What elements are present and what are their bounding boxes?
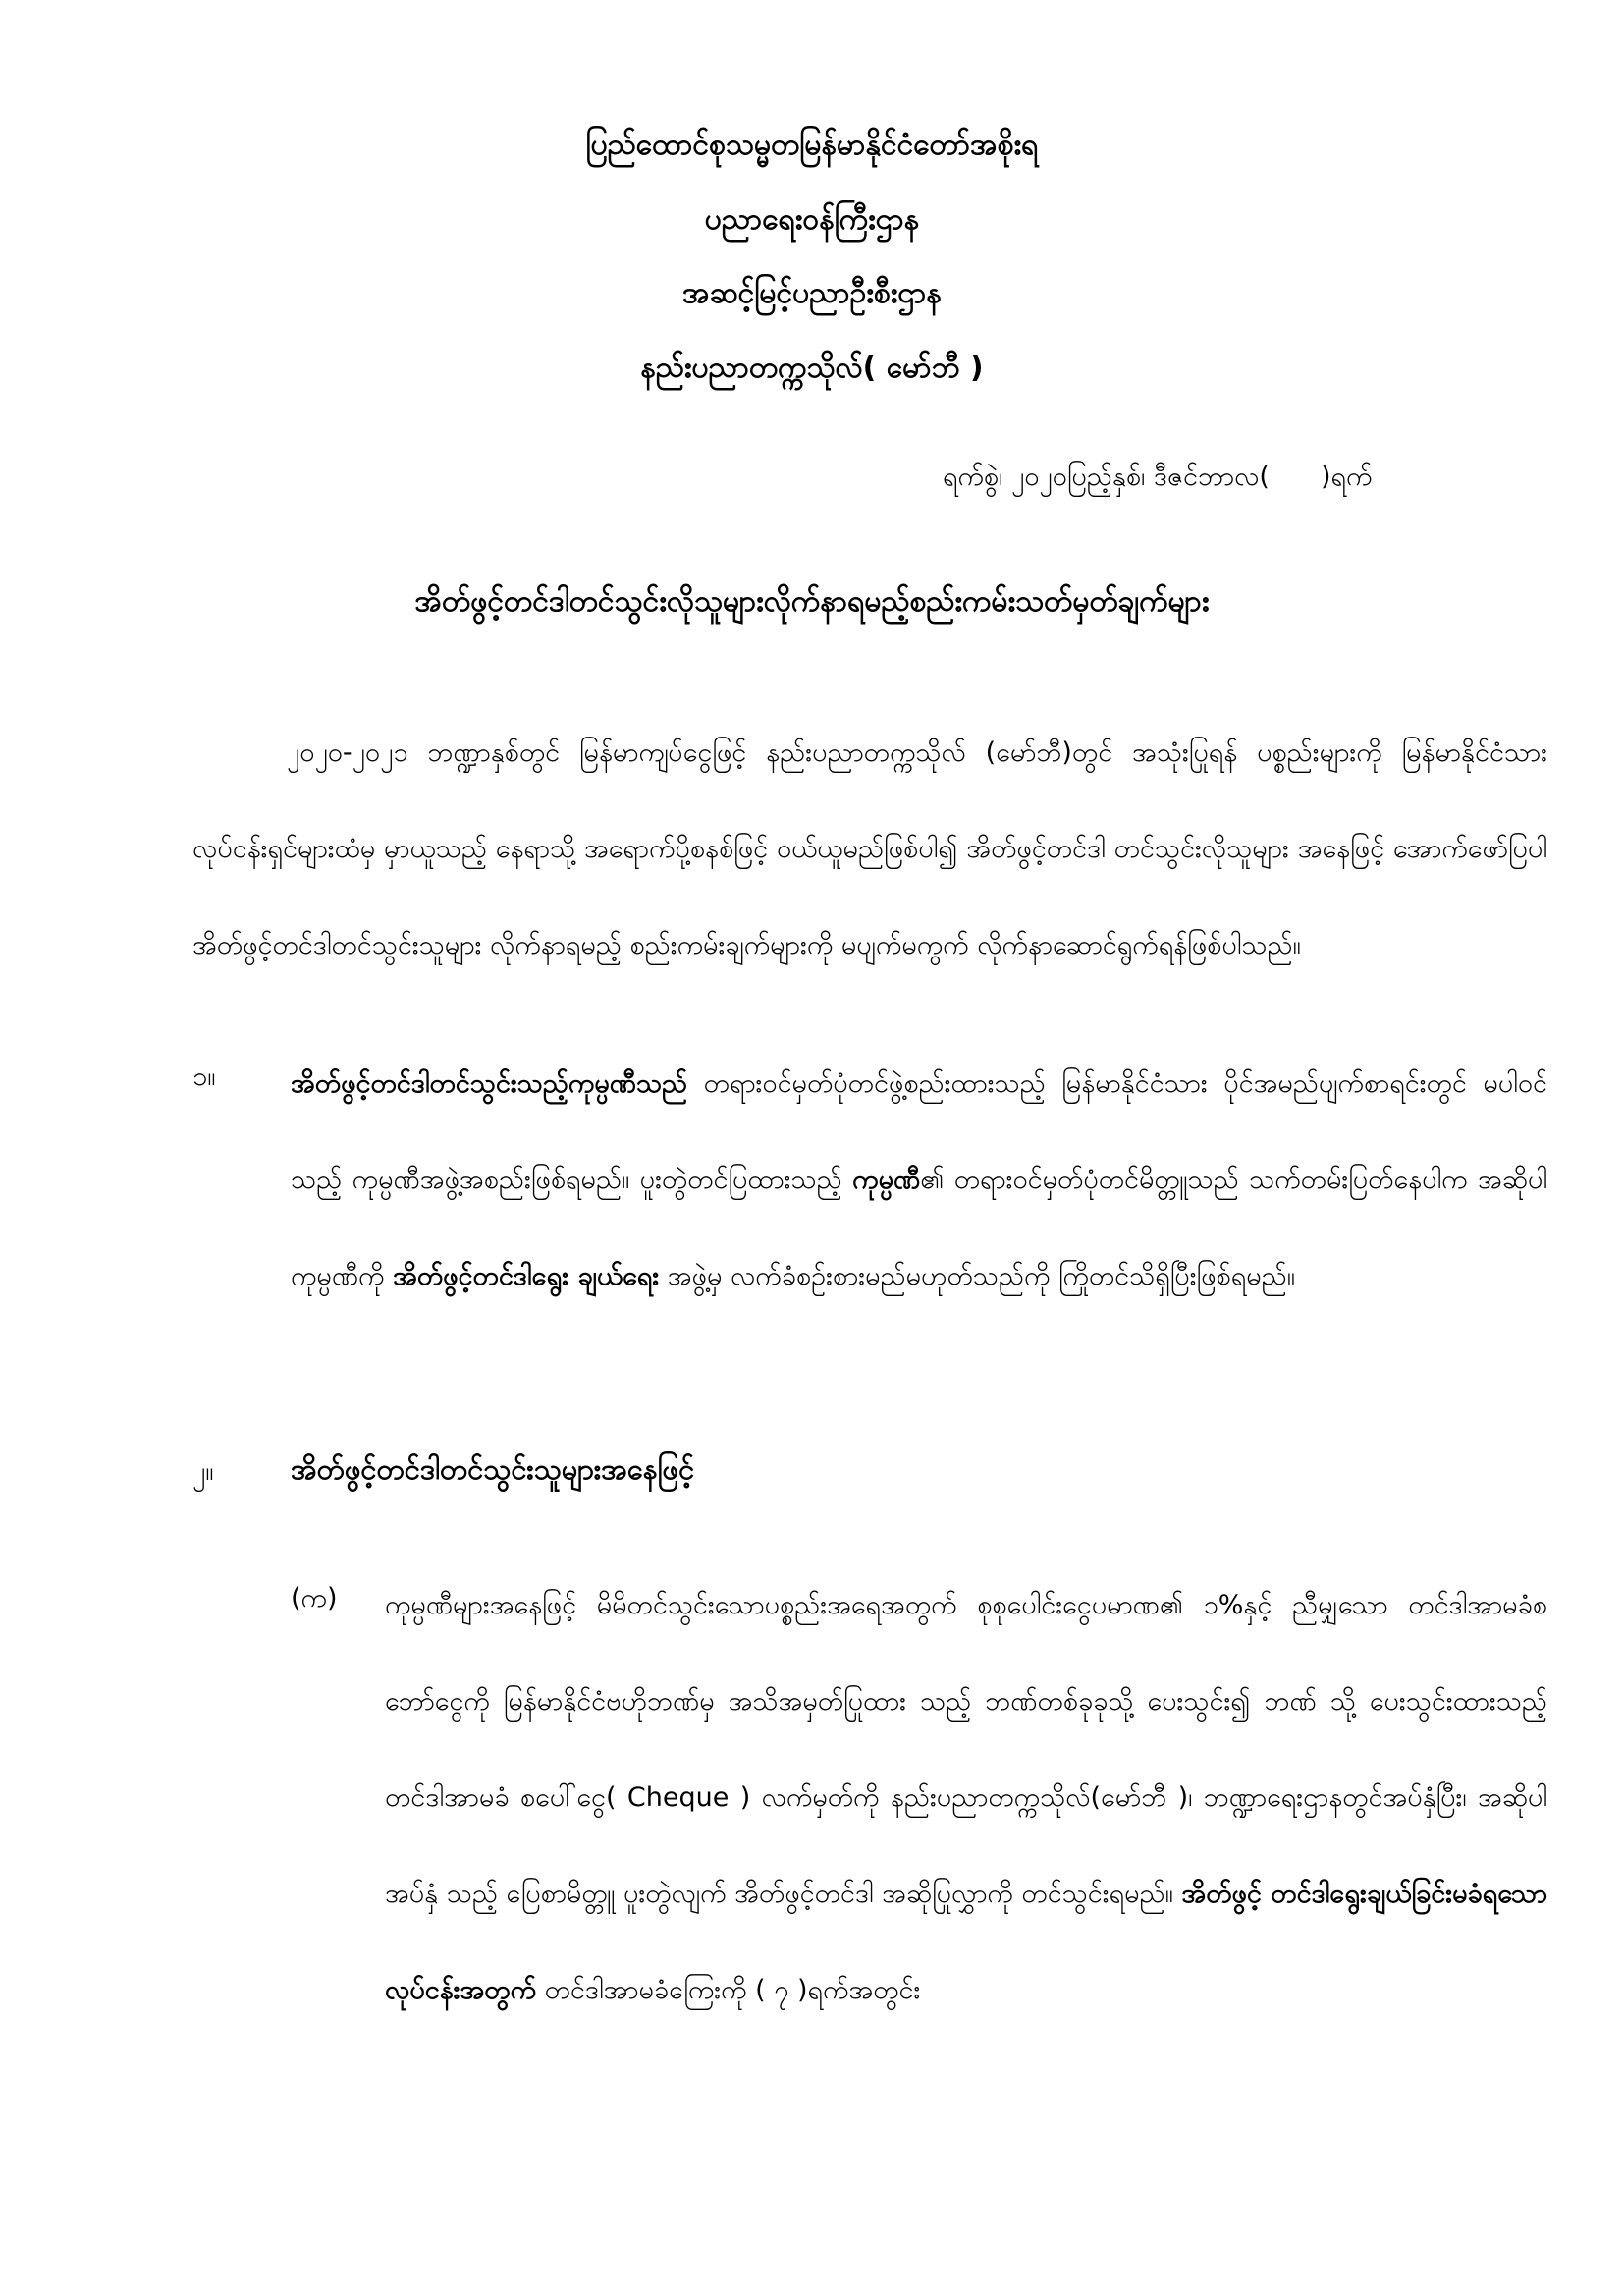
subsection-a-label: (က) bbox=[291, 1583, 338, 1613]
section1-text2: ၏ တရားဝင်မှတ်ပုံတင်မိတ္တူသည် သက်တမ်းပြတ်နေပါက အဆိုပါကုမ္ပဏီကို bbox=[291, 1165, 1547, 1291]
subsection-a-body bbox=[385, 1558, 1547, 2039]
section1-text3: အဖွဲ့မှ လက်ခံစဉ်းစားမည်မဟုတ်သည်ကို ကြိုတင်သိရှိပြီးဖြစ်ရမည်။ bbox=[659, 1261, 1295, 1291]
date-suffix: )ရက် bbox=[1320, 462, 1373, 492]
section1-number: ၁။ bbox=[192, 1062, 216, 1092]
section1-text1: တရားဝင်မှတ်ပုံတင်ဖွဲ့စည်းထားသည့် မြန်မာနိုင်ငံသား ပိုင်အမည်ပျက်စာရင်းတွင် မပါဝင်သည့် ကုမ္ပဏီအဖွဲ့အစည်းဖြစ်ရမည်။ ပူးတွဲတင်ပြထားသည့် bbox=[291, 1068, 1547, 1195]
section2-heading: အိတ်ဖွင့်တင်ဒါတင်သွင်းသူများအနေဖြင့် bbox=[291, 1452, 695, 1486]
document-title: အိတ်ဖွင့်တင်ဒါတင်သွင်းလိုသူများလိုက်နာရမည့်စည်းကမ်းသတ်မှတ်ချက်များ bbox=[414, 584, 1210, 619]
section1-heading: အိတ်ဖွင့်တင်ဒါတင်သွင်းသည့်ကုမ္ပဏီသည် bbox=[291, 1068, 688, 1099]
header-department: အဆင့်မြင့်ပညာဦးစီးဌာန bbox=[682, 276, 942, 310]
subsection-a-text2: တင်ဒါအာမခံကြေးကို ( ၇ )ရက်အတွင်း bbox=[536, 1975, 921, 2005]
section1-bold-committee: အိတ်ဖွင့်တင်ဒါရွေး ချယ်ရေး bbox=[393, 1261, 660, 1291]
section2-number: ၂။ bbox=[192, 1456, 214, 1487]
subsection-a-bold: အိတ်ဖွင့် တင်ဒါရွေးချယ်ခြင်းမခံရသောလုပ်ငန်းအတွက် bbox=[385, 1879, 1548, 2005]
date-line bbox=[943, 460, 1372, 499]
header-government: ပြည်ထောင်စုသမ္မတမြန်မာနိုင်ငံတော်အစိုးရ bbox=[585, 128, 1039, 162]
subsection-a-text1: ကုမ္ပဏီများအနေဖြင့် မိမိတင်သွင်းသောပစ္စည်းအရေအတွက် စုစုပေါင်းငွေပမာဏ၏ ၁%နှင့် ညီမျှသော တင်ဒါအာမခံစဘော်ငွေကို မြန်မာနိုင်ငံဗဟိုဘဏ်မှ အသိအမှတ်ပြုထား သည့် ဘဏ်တစ်ခုခုသို့ ပေးသွင်း၍ ဘဏ် သို့ ပေးသွင်းထားသည့် တင်ဒါအာမခံ စပေါ်ငွေ( Cheque ) လက်မှတ်ကို နည်းပညာတက္ကသိုလ်(မော်ဘီ )၊ ဘဏ္ဍာရေးဌာနတွင်အပ်နှံပြီး၊ အဆိုပါအပ်နှံ သည့် ပြေစာမိတ္တူ ပူးတွဲလျက် အိတ်ဖွင့်တင်ဒါ အဆိုပြုလွှာကို တင်သွင်းရမည်။ bbox=[385, 1590, 1547, 1909]
section1-bold-company: ကုမ္ပဏီ bbox=[852, 1165, 921, 1195]
date-prefix: ရက်စွဲ၊ ၂၀၂၀ပြည့်နှစ်၊ ဒီဇင်ဘာလ( bbox=[943, 462, 1270, 492]
section1-body bbox=[291, 1036, 1547, 1325]
header-university: နည်းပညာတက္ကသိုလ်( မော်ဘီ ) bbox=[640, 351, 984, 385]
intro-paragraph: ၂၀၂၀-၂၀၂၁ ဘဏ္ဍာနှစ်တွင် မြန်မာကျပ်ငွေဖြင့် နည်းပညာတက္ကသိုလ် (မော်ဘီ)တွင် အသုံးပြုရန် ပစ္စည်းများကို မြန်မာနိုင်ငံသား လုပ်ငန်းရှင်များထံမှ မှာယူသည့် နေရာသို့ အရောက်ပို့စနစ်ဖြင့် ဝယ်ယူမည်ဖြစ်ပါ၍ အိတ်ဖွင့်တင်ဒါ တင်သွင်းလိုသူများ အနေဖြင့် အောက်ဖော်ပြပါ အိတ်ဖွင့်တင်ဒါတင်သွင်းသူများ လိုက်နာရမည့် စည်းကမ်းချက်များကို မပျက်မကွက် လိုက်နာဆောင်ရွက်ရန်ဖြစ်ပါသည်။ bbox=[192, 738, 1547, 960]
header-ministry: ပညာရေးဝန်ကြီးဌာန bbox=[704, 202, 920, 237]
